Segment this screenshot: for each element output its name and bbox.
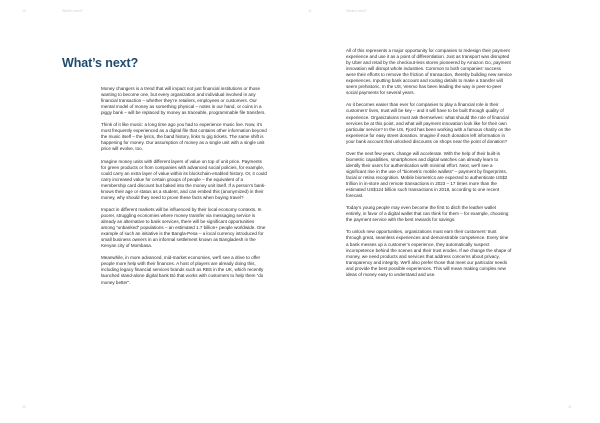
paragraph: All of this represents a major opportunity for companies to redesign their payment experience and use it as a point of differentiation. Just as transport was disrupted by Uber and retail by the checkout-less stores pioneered by Amazon Go, payment innovation will disrupt whole industries. Common to both companies’ success were their efforts to remove the friction of transaction, thereby building new service experiences. Inputting bank account and routing details to make a transfer will seem prehistoric. In the US, Venmo has been leading the way in peer-to-peer social payments for several years. — [346, 48, 512, 96]
right-text-column — [346, 48, 512, 284]
paragraph: Money changers is a trend that will impact not just financial institutions or those wanting to become one, but every organization and individual involved in any financial transaction – whether they’re retailers, employees or customers. Our mental model of money as something physical – notes in our hand, or coins in a piggy bank – will be replaced by money as traceable, programmable file transfers. — [101, 86, 266, 116]
paragraph: Today’s young people may even become the first to ditch the leather wallet entirely, in favor of a digital wallet that can think for them – for example, choosing the payment service with the best rewards for savings. — [346, 205, 509, 223]
paragraph: As it becomes easier than ever for companies to play a financial role in their customers’ lives, trust will be key – and it will have to be built through quality of experience. Organizations must ask themselves: what should the role of financial services be at this point, and what will payment innovation look like for their own particular service? In the US, Fjord has been working with a famous charity on the experience for easy street donation. Imagine if each donation left information in your bank account that unlocked discounts on shops near the point of donation? — [346, 102, 511, 144]
left-page-header-section: What’s next? — [62, 9, 83, 13]
paragraph: Impact in different markets will be influenced by their local economy contexts. In poorer, struggling economies where money transfer via messaging service is already an alternative to bank services, there will be significant opportunities among “unbanked” populations – an estimated 1.7 billion+ people worldwide. One example of such an initiative is the Bangla-Pesa – a local currency introduced for small business owners in an informal settlement known as Bangladesh in the Kenyan city of Mombasa. — [101, 206, 266, 249]
paragraph: To unlock new opportunities, organizations must earn their customers’ trust through great, seamless experiences and demonstrable competence. Every time a bank messes up a customer’s experience, they automatically suspect incompetence behind the scenes and their trust erodes. If we change the shape of money, we need products and services that address concerns about privacy, transparency and integrity. We’ll also prefer those that meet our particular needs and provide the best possible experiences. This will mean making complex new ideas of money easy to understand and use. — [346, 229, 512, 277]
left-page-header-number: 10 — [22, 9, 26, 13]
left-text-column — [101, 86, 267, 292]
right-page-footer-number: 11 — [568, 405, 572, 409]
right-page-header-number: 11 — [308, 9, 312, 13]
page-title: What’s next? — [62, 56, 139, 70]
paragraph: Over the next few years, change will accelerate. With the help of their built-in biometric capabilities, smartphones and digital watches can already learn to identify their users for authentication with minimal effort. Next, we’ll see a significant rise in the use of “biometric mobile wallets” – payment by fingerprints, facial or retina recognition. Mobile biometrics are expected to authenticate US$2 trillion in in-store and remote transactions in 2023 – 17 times more than the estimated US$124 billion such transactions in 2018, according to one recent forecast. — [346, 150, 508, 199]
paragraph: Think of it like music: a long time ago you had to experience music live. Now, it’s most frequently experienced as a digital file that contains other information beyond the music itself – the lyrics, the band history, links to gig tickets. The same shift is happening for money. Our assumption of money as a single unit with a single unit price will evolve, too. — [101, 122, 267, 152]
left-page-footer-number: 10 — [22, 405, 26, 409]
paragraph: Meanwhile, in more advanced, mid-market economies, we’ll see a drive to offer people more help with their finances. A host of players are already doing this, including legacy financial services brands such as RBS in the UK, which recently launched stand-alone digital bank Bó that works with customers to help them “do money better”. — [101, 255, 264, 285]
right-page-header-section: What’s next? — [346, 9, 367, 13]
paragraph: Imagine money units with different layers of value on top of unit price. Payments for green products or from companies with advanced social policies, for example, could carry an extra layer of value within its blockchain-enabled history. Or, it could carry increased value for certain groups of people – the equivalent of a membership card discount but baked into the money unit itself. If a person’s bank-knows their age or status as a student, and can embed this (anonymized) in their money, why should they need to prove these facts when buying travel? — [101, 158, 267, 200]
